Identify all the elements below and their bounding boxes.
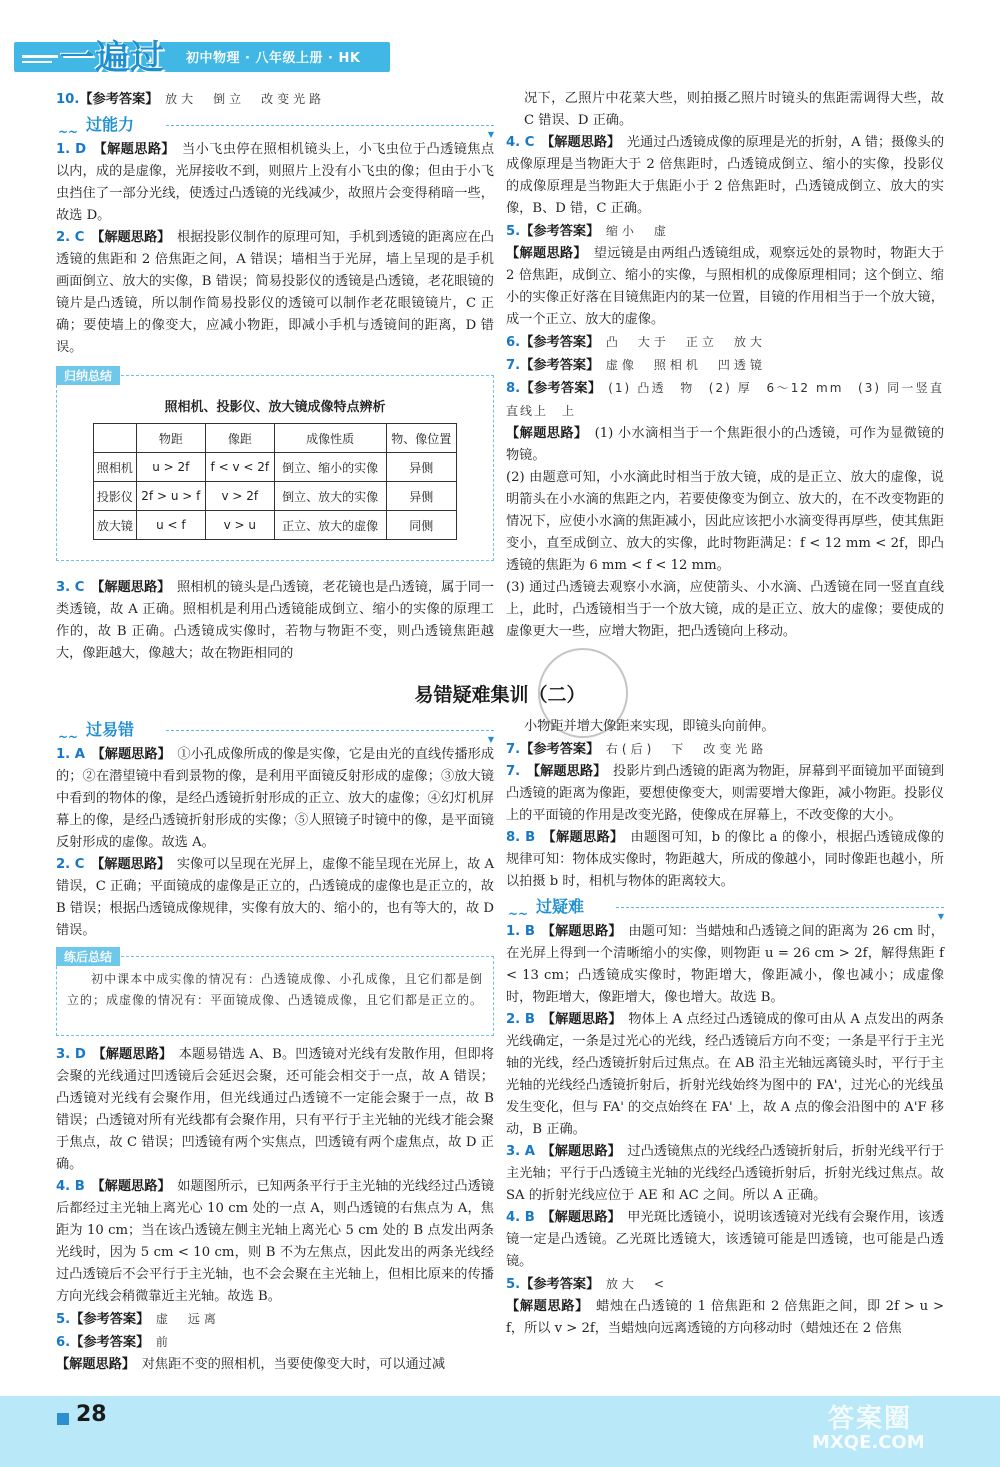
wave-icon: ~~ (58, 730, 79, 744)
table-cell: 异侧 (386, 482, 456, 511)
q-text: 由题图可知，b 的像比 a 的像小，根据凸透镜成像的规律可知：物体成实像时，物距越大，所成的像越小，同时像距也越小，所以拍摄 b 时，相机与物体的距离较大。 (506, 830, 944, 889)
triangle-down-icon: ▼ (487, 735, 494, 744)
section-divider (616, 907, 944, 908)
section-nengli (56, 113, 494, 137)
think-label: 【解题思路】 (97, 230, 164, 245)
table-cell: 正立、放大的虚像 (274, 511, 386, 540)
q-num: 3. C (56, 580, 85, 595)
nl-q5-think (506, 243, 944, 331)
think-label: 【解题思路】 (99, 1047, 166, 1062)
think-label: 【解题思路】 (98, 1179, 165, 1194)
answer-text: 前 (155, 1335, 172, 1349)
ye-q3 (56, 1044, 494, 1176)
box-text: 初中课本中成实像的情况有：凸透镜成像、小孔成像，且它们都是倒立的；成虚像的情况有：平面镜成像、凸透镜成像，且它们都是正立的。 (67, 972, 484, 1007)
ye-q5 (56, 1308, 494, 1331)
table-row (94, 453, 457, 482)
q-num: 8. B (506, 830, 536, 845)
answer-text: 缩小 虚 (605, 224, 670, 238)
ref-label: 【参考答案】 (520, 381, 595, 396)
table-cell: 异侧 (386, 453, 456, 482)
table-cell: 同侧 (386, 511, 456, 540)
page-marker-icon (57, 1413, 69, 1425)
answer-text: 虚 远离 (155, 1312, 220, 1326)
think-label: 【解题思路】 (506, 246, 581, 261)
practice-summary-box (56, 950, 494, 1036)
q-text: 光通过凸透镜成像的原理是光的折射，A 错；摄像头的成像原理是当物距大于 2 倍焦距时，凸透镜成倒立、缩小的实像，投影仪的成像原理是当物距大于焦距小于 2 倍焦距时，凸透镜成倒立、放大的实像，B、D 错，C 正确。 (506, 135, 945, 216)
q-text: 如题图所示，已知两条平行于主光轴的光线经过凸透镜后都经过主光轴上离光心 10 cm 处的一点 A，则凸透镜的右焦点为 A，焦距为 10 cm；当在该凸透镜左侧主光轴上离光心 5 cm 处的 B 点发出两条光线时，因为 5 cm < 10 cm，则 B 不为左焦点，因此发出的两条光线经过凸透镜后不会平行于主光轴，也不会会聚在主光轴上，但相比原来的传播方向光线会稍微靠近主光轴。故选 B。 (56, 1179, 495, 1304)
q-text: 甲光斑比透镜小，说明该透镜对光线有会聚作用，该透镜一定是凸透镜。乙光斑比透镜大，该透镜可能是凹透镜，也可能是凸透镜。 (506, 1210, 945, 1269)
answer-text: 放大 倒立 改变光路 (165, 92, 326, 106)
ye-q7-think (506, 761, 944, 827)
ye-q2 (56, 854, 494, 942)
table-header-cell: 物距 (136, 424, 205, 453)
think-label: 【解题思路】 (100, 142, 169, 157)
section-title: 过疑难 (536, 897, 585, 916)
answer-text: 右(后) 下 改变光路 (605, 742, 768, 756)
think-label: 【解题思路】 (548, 1144, 615, 1159)
table-cell: v > 2f (205, 482, 274, 511)
answer-text: (1) 凸透 物 (2) 厚 6～12 mm (3) 同一竖直直线上 上 (506, 381, 944, 418)
table-row (94, 511, 457, 540)
section-yicuo (56, 718, 494, 742)
q-text: ①小孔成像所成的像是实像，它是由光的直线传播形成的；②在潜望镜中看到景物的像，是利用平面镜反射形成的虚像；③放大镜中看到的物体的像，是经凸透镜折射形成的正立、放大的虚像；④幻灯机屏幕上的像，是经凸透镜折射形成的实像；⑤人照镜子时镜中的像，是平面镜反射形成的虚像。故选 A。 (56, 747, 495, 850)
ref-label: 【参考答案】 (520, 224, 593, 239)
table-cell: f < v < 2f (205, 453, 274, 482)
q-text: 蜡烛在凸透镜的 1 倍焦距和 2 倍焦距之间，即 2f > u > f，所以 v > 2f，当蜡烛向远离透镜的方向移动时（蜡烛还在 2 倍焦 (506, 1299, 945, 1336)
q-num: 5. (56, 1312, 71, 1327)
nl-q1 (56, 139, 494, 227)
yn-q4 (506, 1207, 944, 1273)
table-title: 照相机、投影仪、放大镜成像特点辨析 (164, 400, 386, 415)
table-cell: u < f (136, 511, 205, 540)
think-label: 【解题思路】 (548, 1210, 615, 1225)
q-text: 实像可以呈现在光屏上，虚像不能呈现在光屏上，故 A 错误，C 正确；平面镜成的虚像是正立的，凸透镜成的虚像也是正立的，故 B 错误；根据凸透镜成像规律，实像有放大的、缩小的，也有等大的，故 D 错误。 (56, 857, 495, 938)
think-label: 【解题思路】 (547, 135, 614, 150)
nl-q8-part3: (3) 通过凸透镜去观察小水滴，应使箭头、小水滴、凸透镜在同一竖直直线上，此时，凸透镜相当于一个放大镜，成的是正立、放大的虚像；要使成的虚像更大一些，应增大物距，把凸透镜向上移动。 (506, 580, 944, 639)
q-num: 4. B (506, 1210, 535, 1225)
q-num: 7. (506, 764, 521, 779)
q-text: 过凸透镜焦点的光线经凸透镜折射后，折射光线平行于主光轴；平行于凸透镜主光轴的光线经凸透镜折射后，折射光线过焦点。故 SA 的折射光线应位于 AE 和 AC 之间。所以 A 正确。 (506, 1144, 945, 1203)
q-text: 望远镜是由两组凸透镜组成，观察远处的景物时，物距大于 2 倍焦距，成倒立、缩小的实像，与照相机的成像原理相同；这个倒立、缩小的实像正好落在目镜焦距内的某一位置，目镜的作用相当于一个放大镜，成一个正立、放大的虚像。 (506, 246, 945, 327)
ref-label: 【参考答案】 (79, 92, 152, 107)
think-label: 【解题思路】 (97, 857, 164, 872)
nl-q2 (56, 227, 494, 359)
q-text: 由题可知：当蜡烛和凸透镜之间的距离为 26 cm 时，在光屏上得到一个清晰缩小的实像，则物距 u = 26 cm > 2f，解得焦距 f < 13 cm；凸透镜成实像时，物距增大，像距减小，像也减小；成虚像时，物距增大，像距增大，像也增大。故选 B。 (506, 924, 944, 1005)
table-cell: 照相机 (94, 453, 137, 482)
ye-q1 (56, 744, 494, 854)
q-num: 5. (506, 224, 521, 239)
q-num: 1. D (56, 142, 87, 157)
summary-box (56, 369, 494, 561)
yn-q5-think (506, 1296, 944, 1340)
nl-q5-answer (506, 220, 944, 243)
nl-q8-answer (506, 377, 944, 423)
nl-q3 (56, 577, 494, 665)
q-num: 3. A (506, 1144, 535, 1159)
header-subtitle: 初中物理 · 八年级上册 · HK (186, 51, 361, 66)
ref-label: 【参考答案】 (70, 1335, 143, 1350)
q-text: 照相机的镜头是凸透镜，老花镜也是凸透镜，属于同一类透镜，故 A 正确。照相机是利用凸透镜能成倒立、缩小的实像的原理工作的，故 B 正确。凸透镜成实像时，若物与物距不变，则凸透镜焦距越大，像距越大，像越大；故在物距相同的 (56, 580, 494, 661)
q-num: 7. (506, 742, 521, 757)
table-cell: 2f > u > f (136, 482, 205, 511)
table-cell: 投影仪 (94, 482, 137, 511)
think-label: 【解题思路】 (548, 924, 616, 939)
q-text: 对焦距不变的照相机，当要使像变大时，可以通过减 (141, 1357, 446, 1372)
q-text: 物体上 A 点经过凸透镜成的像可由从 A 点发出的两条光线确定，一条是过光心的光线，经凸透镜后方向不变；一条是平行于主光轴的光线，经凸透镜折射后过焦点。在 AB 沿主光轴远离镜头时，平行于主光轴的光线经凸透镜折射后，折射光线始终为图中的 FA'，过光心的光线虽发生变化，但与 FA' 的交点始终在 FA' 上，故 A 点的像会沿图中的 A'F 移动，B 正确。 (506, 1012, 944, 1137)
page-number: 28 (76, 1402, 107, 1427)
section-title: 过能力 (86, 115, 135, 134)
ye-q7-answer (506, 738, 944, 761)
ye-q6-answer (56, 1331, 494, 1354)
yn-q5-answer (506, 1273, 944, 1296)
right-cont: 况下，乙照片中花菜大些，则拍摄乙照片时镜头的焦距需调得大些，故 C 错误、D 正确。 (524, 91, 944, 128)
section-divider (166, 125, 494, 126)
ye-q4 (56, 1176, 494, 1308)
left-column-top (56, 88, 494, 665)
think-label: 【解题思路】 (506, 426, 582, 441)
triangle-down-icon: ▼ (487, 130, 494, 139)
section-divider (166, 730, 494, 731)
q-num: 4. C (506, 135, 535, 150)
nl-q6 (506, 331, 944, 354)
watermark-logo: 答案圈 (828, 1404, 913, 1434)
watermark-url: MXQE.COM (812, 1432, 925, 1453)
q-num: 6. (506, 335, 521, 350)
q-num: 1. B (506, 924, 535, 939)
triangle-down-icon: ▼ (937, 912, 944, 921)
ref-label: 【参考答案】 (70, 1312, 143, 1327)
q-num: 4. B (56, 1179, 85, 1194)
q-num: 2. C (56, 857, 85, 872)
table-header-row (94, 424, 457, 453)
think-label: 【解题思路】 (97, 580, 164, 595)
table-header-cell: 成像性质 (274, 424, 386, 453)
table-header-cell: 物、像位置 (386, 424, 456, 453)
answer-text: 虚像 照相机 凹透镜 (605, 358, 766, 372)
table-header-cell (94, 424, 137, 453)
nl-q8-think (506, 423, 944, 467)
brand-logo: 一遍过 (60, 38, 165, 78)
section-yinan (506, 895, 944, 919)
q-num: 3. D (56, 1047, 86, 1062)
right-column-top (506, 88, 944, 643)
brand-lines-icon (22, 55, 58, 58)
section-title: 过易错 (86, 720, 135, 739)
ye-q8 (506, 827, 944, 893)
q-text: 根据投影仪制作的原理可知，手机到透镜的距离应在凸透镜的焦距和 2 倍焦距之间，A 错误；墙相当于光屏，墙上呈现的是手机画面倒立、放大的实像，B 错误；简易投影仪的透镜是凸透镜，老花眼镜的镜片是凸透镜，所以制作简易投影仪的透镜可以制作老花眼镜镜片，C 正确；要使墙上的像变大，应减小物距，即减小手机与透镜间的距离，D 错误。 (56, 230, 494, 355)
think-label: 【解题思路】 (56, 1357, 129, 1372)
table-cell: 倒立、缩小的实像 (274, 453, 386, 482)
yn-q3 (506, 1141, 944, 1207)
q-num: 10. (56, 92, 80, 107)
q-text: 本题易错选 A、B。凹透镜对光线有发散作用，但即将会聚的光线通过凹透镜后会延迟会聚，还可能会相交于一点，故 A 错误；凸透镜对光线有会聚作用，但光线通过凸透镜不一定能会聚于一点，故 B 错误；凸透镜对所有光线都有会聚作用，只有平行于主光轴的光线才能会聚于焦点，故 C 错误；凹透镜有两个实焦点，凹透镜有两个虚焦点，故 D 正确。 (56, 1047, 495, 1172)
table-row (94, 482, 457, 511)
q-num: 5. (506, 1277, 521, 1292)
ref-label: 【参考答案】 (520, 335, 593, 350)
nl-q7 (506, 354, 944, 377)
header (0, 0, 1000, 80)
answer-text: 放大 < (605, 1277, 668, 1291)
right-column-bottom (506, 716, 944, 1340)
q10-line (56, 88, 494, 111)
box-tag: 练后总结 (56, 947, 120, 966)
table-header-cell: 像距 (205, 424, 274, 453)
nl-q4 (506, 132, 944, 220)
answer-text: 凸 大于 正立 放大 (605, 335, 766, 349)
wave-icon: ~~ (508, 907, 529, 921)
box-tag: 归纳总结 (56, 366, 120, 385)
think-label: 【解题思路】 (548, 1012, 616, 1027)
left-column-bottom (56, 716, 494, 1376)
q-num: 7. (506, 358, 521, 373)
wave-icon: ~~ (58, 125, 79, 139)
ye-q6-think (56, 1354, 494, 1376)
ref-label: 【参考答案】 (520, 358, 593, 373)
q-text: (1) 小水滴相当于一个焦距很小的凸透镜，可作为显微镜的物镜。 (506, 426, 945, 463)
table-cell: u > 2f (136, 453, 205, 482)
q-num: 6. (56, 1335, 71, 1350)
q-num: 1. A (56, 747, 85, 762)
yn-q2 (506, 1009, 944, 1141)
ref-label: 【参考答案】 (520, 742, 593, 757)
ref-label: 【参考答案】 (520, 1277, 593, 1292)
table-cell: 倒立、放大的实像 (274, 482, 386, 511)
think-label: 【解题思路】 (549, 830, 617, 845)
q-text: 投影片到凸透镜的距离为物距，屏幕到平面镜加平面镜到凸透镜的距离为像距，要想使像变大，则需要增大像距，减小物距。投影仪上的平面镜的作用是改变光路，使像成在屏幕上，不改变像的大小。 (506, 764, 945, 823)
table-cell: v > u (205, 511, 274, 540)
main-title: 易错疑难集训（二） (414, 684, 586, 706)
q-text: 当小飞虫停在照相机镜头上，小飞虫位于凸透镜焦点以内，成的是虚像，光屏接收不到，则照片上没有小飞虫的像；但由于小飞虫挡住了一部分光线，使透过凸透镜的光线减少，故照片会变得稍暗一些，故选 D。 (56, 142, 495, 223)
think-label: 【解题思路】 (533, 764, 600, 779)
think-label: 【解题思路】 (98, 747, 165, 762)
comparison-table (93, 423, 457, 540)
q-num: 2. C (56, 230, 85, 245)
nl-q8-part2: (2) 由题意可知，小水滴此时相当于放大镜，成的是正立、放大的虚像，说明箭头在小水滴的焦距之内，若要使像变为倒立、放大的，在不改变物距的情况下，应使小水滴的焦距减小，因此应该把小水滴变得再厚些，使其焦距变小，直至成倒立、放大的实像，此时物距满足：f < 12 mm < 2f，即凸透镜的焦距为 6 mm < f < 12 mm。 (506, 470, 944, 573)
q-num: 2. B (506, 1012, 535, 1027)
table-cell: 放大镜 (94, 511, 137, 540)
think-label: 【解题思路】 (506, 1299, 583, 1314)
yn-q1 (506, 921, 944, 1009)
q-num: 8. (506, 381, 521, 396)
ye-cont: 小物距并增大像距来实现，即镜头向前伸。 (524, 719, 775, 734)
